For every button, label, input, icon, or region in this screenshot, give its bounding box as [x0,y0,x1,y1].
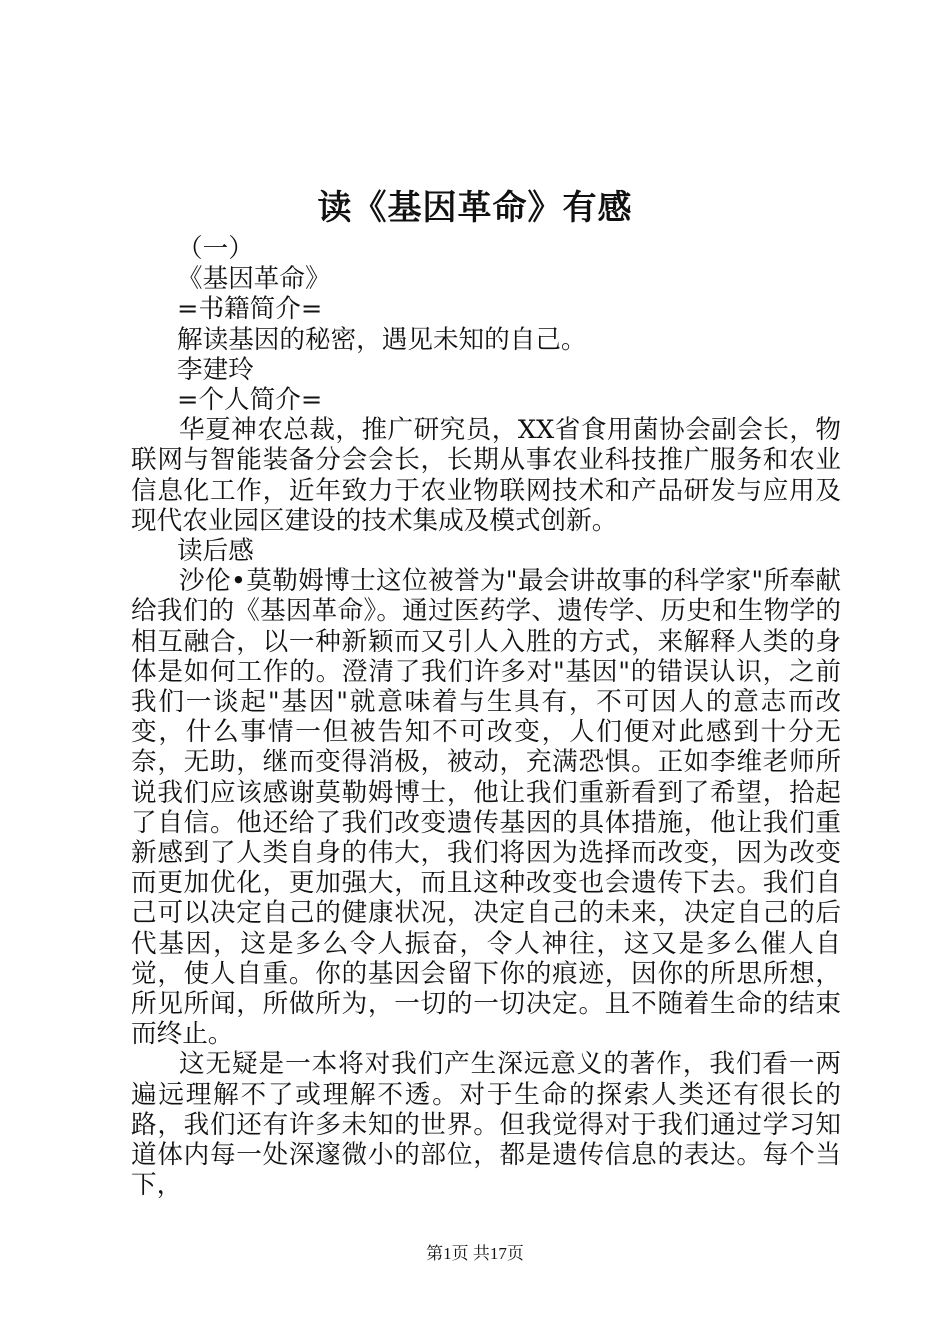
author-name: 李建玲 [177,354,254,385]
author-bio-paragraph: 华夏神农总裁，推广研究员，XX省食用菌协会副会长，物联网与智能装备分会会长，长期从事农业科技推广服务和农业信息化工作，近年致力于农业物联网技术和产品研发与应用及现代农业园区建设的技术集成及模式创新。 [131,415,841,536]
review-paragraph: 沙伦•莫勒姆博士这位被誉为"最会讲故事的科学家"所奉献给我们的《基因革命》。通过医药学、遗传学、历史和生物学的相互融合，以一种新颖而又引人入胜的方式，来解释人类的身体是如何工作的。澄清了我们许多对"基因"的错误认识，之前我们一谈起"基因"就意味着与生具有，不可因人的意志而改变，什么事情一但被告知不可改变，人们便对此感到十分无奈，无助，继而变得消极，被动，充满恐惧。正如李维老师所说我们应该感谢莫勒姆博士，他让我们重新看到了希望，拾起了自信。他还给了我们改变遗传基因的具体措施，他让我们重新感到了人类自身的伟大，我们将因为选择而改变，因为改变而更加优化，更加强大，而且这种改变也会遗传下去。我们自己可以决定自己的健康状况，决定自己的未来，决定自己的后代基因，这是多么令人振奋，令人神往，这又是多么催人自觉，使人自重。你的基因会留下你的痕迹，因你的所思所想，所见所闻，所做所为，一切的一切决定。且不随着生命的结束而终止。 [131,566,841,1050]
document-title: 读《基因革命》有感 [317,188,633,228]
book-intro-heading: =书籍简介= [177,294,323,325]
document-body [131,234,841,1201]
author-intro-heading: =个人简介= [177,385,323,416]
page-number-footer: 第1页 共17页 [426,1244,524,1263]
book-title: 《基因革命》 [177,264,331,295]
section-number: （一） [177,234,254,264]
book-tagline: 解读基因的秘密，遇见未知的自己。 [177,324,587,355]
review-paragraph: 这无疑是一本将对我们产生深远意义的著作，我们看一两遍远理解不了或理解不透。对于生命的探索人类还有很长的路，我们还有许多未知的世界。但我觉得对于我们通过学习知道体内每一处深邃微小的部位，都是遗传信息的表达。每个当下， [131,1049,841,1201]
review-heading: 读后感 [177,536,254,567]
